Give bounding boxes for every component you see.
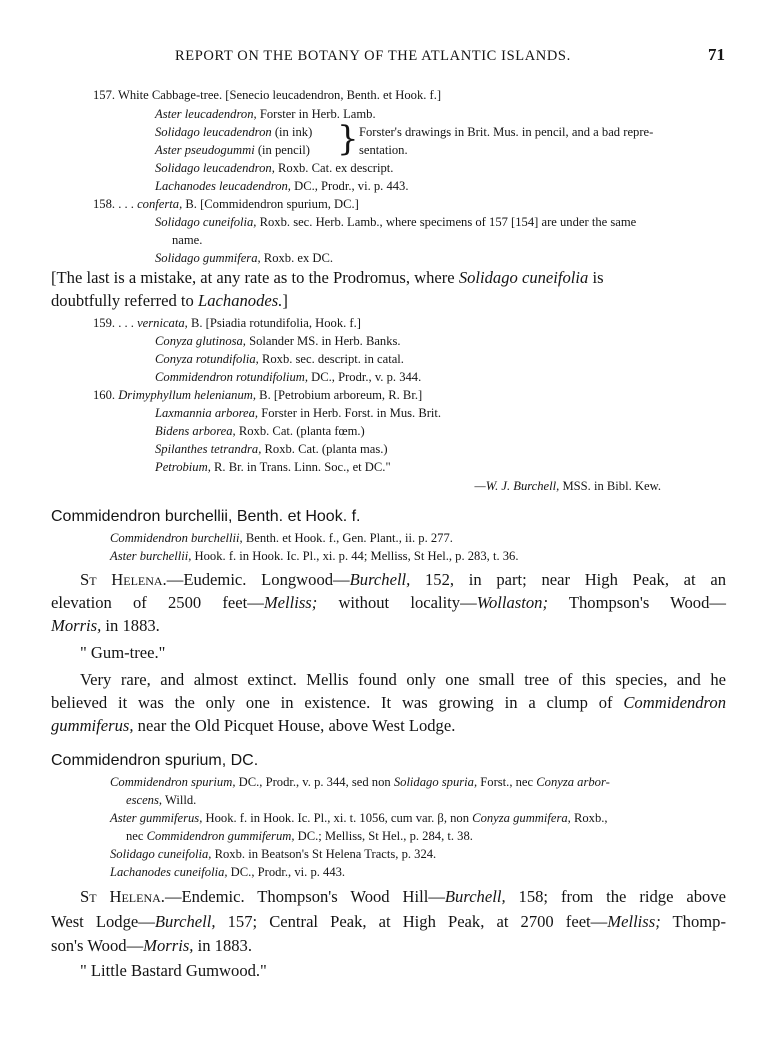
synonym-ref: Roxb., xyxy=(570,811,608,825)
synonym-line xyxy=(155,178,409,195)
distribution-line xyxy=(51,934,252,957)
synonym-line xyxy=(155,351,404,368)
synonym-name: Aster gummiferus, xyxy=(110,811,203,825)
species-heading-burchellii: Commidendron burchellii, Benth. et Hook. f. xyxy=(51,508,361,525)
text: in 1883. xyxy=(101,616,160,635)
synonym-line xyxy=(110,864,345,881)
synonym-name: Laxmannia arborea, xyxy=(155,406,259,420)
text: —Eudemic. Longwood— xyxy=(166,570,350,589)
synonym-name: Conyza glutinosa, xyxy=(155,334,246,348)
synonym-ref: Forster in Herb. Forst. in Mus. Brit. xyxy=(258,406,442,420)
text: Thomp- xyxy=(660,912,726,931)
text: elevation of 2500 feet— xyxy=(51,593,264,612)
synonym-name: Commidendron gummiferum, xyxy=(146,829,295,843)
note-text: ] xyxy=(282,291,288,310)
distribution-line xyxy=(51,910,726,933)
collector: Burchell, xyxy=(444,887,506,906)
brace-note: Forster's drawings in Brit. Mus. in pencil, and a bad repre- xyxy=(359,125,654,139)
entry-text: B. [Petrobium arboreum, R. Br.] xyxy=(256,388,423,402)
synonym-continuation xyxy=(126,792,196,809)
signature-author: —W. J. Burchell, xyxy=(474,479,560,493)
synonym-ref: DC., Prodr., v. p. 344. xyxy=(308,370,422,384)
synonym-name: escens, xyxy=(126,793,163,807)
synonym-name: Solidago gummifera, xyxy=(155,251,261,265)
synonym-ref: Roxb. Cat. (planta fœm.) xyxy=(235,424,365,438)
synonym-ref: Roxb. in Beatson's St Helena Tracts, p. 324. xyxy=(211,847,437,861)
synonym-line xyxy=(155,214,636,231)
entry-number: 159. . . . xyxy=(93,316,134,330)
remark-line: Very rare, and almost extinct. Mellis found only one small tree of this species, and he xyxy=(80,670,726,689)
text: —Endemic. Thompson's Wood Hill— xyxy=(164,887,445,906)
entry-name: conferta, xyxy=(137,197,183,211)
synonym-line xyxy=(155,250,333,267)
synonym-line xyxy=(155,459,391,476)
synonym-ref: Forster in Herb. Lamb. xyxy=(256,107,376,121)
synonym-name: Lachanodes leucadendron, xyxy=(155,179,291,193)
synonym-ref: Roxb. Cat. ex descript. xyxy=(274,161,394,175)
synonym-ref: Roxb. sec. Herb. Lamb., where specimens of 157 [154] are under the same xyxy=(256,215,637,229)
synonym-line xyxy=(155,333,401,350)
synonym-ref: Hook. f. in Hook. Ic. Pl., xi. t. 1056, cum var. β, non xyxy=(202,811,473,825)
note-taxon: Lachanodes. xyxy=(198,291,283,310)
text: 158; from the ridge above xyxy=(505,887,726,906)
synonym-name: Petrobium, xyxy=(155,460,211,474)
synonym-line xyxy=(110,810,608,827)
common-name: " Little Bastard Gumwood." xyxy=(80,961,267,980)
synonym-name: Lachanodes cuneifolia, xyxy=(110,865,228,879)
synonym-ref: DC., Prodr., vi. p. 443. xyxy=(227,865,346,879)
distribution-line xyxy=(80,885,726,908)
text: son's Wood— xyxy=(51,936,144,955)
species-heading-spurium: Commidendron spurium, DC. xyxy=(51,752,259,769)
text: 157; Central Peak, at High Peak, at 2700 feet— xyxy=(215,912,608,931)
synonym-line xyxy=(155,369,421,386)
synonym-line xyxy=(155,405,441,422)
synonym-ref: (in ink) xyxy=(271,125,313,139)
synonym-name: Conyza rotundifolia, xyxy=(155,352,259,366)
synonym-name: Commidendron rotundifolium, xyxy=(155,370,308,384)
synonym-name: Conyza arbor- xyxy=(536,775,610,789)
synonym-name: Aster leucadendron, xyxy=(155,107,257,121)
text: West Lodge— xyxy=(51,912,155,931)
synonym-continuation xyxy=(126,828,473,845)
synonym-ref: Roxb. sec. descript. in catal. xyxy=(258,352,404,366)
synonym-name: Commidendron spurium, xyxy=(110,775,236,789)
synonym-ref: Roxb. Cat. (planta mas.) xyxy=(261,442,388,456)
synonym-ref: Willd. xyxy=(162,793,197,807)
entry-name: vernicata, xyxy=(137,316,188,330)
entry-number: 158. . . . xyxy=(93,197,134,211)
entry-text: White Cabbage-tree. [Senecio leucadendron, Benth. et Hook. f.] xyxy=(117,88,442,102)
collector: Melliss; xyxy=(263,593,318,612)
entry-text: B. [Commidendron spurium, DC.] xyxy=(182,197,359,211)
synonym-continuation: name. xyxy=(172,233,203,247)
synonym-name: Aster pseudogummi xyxy=(155,143,255,157)
collector: Morris, xyxy=(51,616,102,635)
collector: Melliss; xyxy=(607,912,661,931)
synonym-ref: DC., Prodr., vi. p. 443. xyxy=(290,179,409,193)
collector: Burchell, xyxy=(154,912,216,931)
synonym-ref: Forst., nec xyxy=(477,775,537,789)
synonym-name: Solidago spuria, xyxy=(393,775,478,789)
remark-line xyxy=(51,691,726,714)
text: without locality— xyxy=(317,593,477,612)
locality-heading: St Helena. xyxy=(80,570,167,589)
text: near the Old Picquet House, above West Lodge. xyxy=(133,716,456,735)
note-taxon: Solidago cuneifolia xyxy=(458,268,589,287)
text: 152, in part; near High Peak, at an xyxy=(410,570,726,589)
synonym-ref: DC., Prodr., v. p. 344, sed non xyxy=(235,775,394,789)
synonym-line xyxy=(110,846,436,863)
note-text: is xyxy=(588,268,604,287)
entry-number: 160. xyxy=(93,388,116,402)
locality-heading: St Helena. xyxy=(80,887,165,906)
synonym-name: Spilanthes tetrandra, xyxy=(155,442,262,456)
entry-text: B. [Psiadia rotundifolia, Hook. f.] xyxy=(187,316,361,330)
taxon: gummiferus, xyxy=(51,716,134,735)
note-text: [The last is a mistake, at any rate as to the Prodromus, where xyxy=(51,268,459,287)
synonym-ref: nec xyxy=(126,829,147,843)
note-line xyxy=(51,266,604,289)
collector: Burchell, xyxy=(349,570,411,589)
entry-159-line xyxy=(93,315,361,332)
synonym-line xyxy=(110,530,453,547)
synonym-name: Solidago cuneifolia, xyxy=(155,215,257,229)
entry-number: 157. xyxy=(93,88,116,102)
synonym-name: Aster burchellii, xyxy=(110,549,192,563)
entry-157-line xyxy=(93,87,441,104)
note-text: doubtfully referred to xyxy=(51,291,198,310)
synonym-ref: Solander MS. in Herb. Banks. xyxy=(245,334,401,348)
synonym-ref: Benth. et Hook. f., Gen. Plant., ii. p. 277. xyxy=(242,531,453,545)
taxon: Commidendron xyxy=(623,693,726,712)
entry-158-line xyxy=(93,196,359,213)
synonym-name: Solidago leucadendron, xyxy=(155,161,275,175)
remark-line xyxy=(51,714,455,737)
synonym-ref: Roxb. ex DC. xyxy=(260,251,334,265)
collector: Morris, xyxy=(143,936,194,955)
synonym-line xyxy=(110,774,610,791)
entry-160-line xyxy=(93,387,422,404)
common-name: " Gum-tree." xyxy=(80,643,166,662)
synonym-ref: (in pencil) xyxy=(254,143,310,157)
synonym-ref: DC.; Melliss, St Hel., p. 284, t. 38. xyxy=(294,829,473,843)
synonym-name: Solidago cuneifolia, xyxy=(110,847,212,861)
note-line xyxy=(51,289,288,312)
signature-line xyxy=(475,478,661,495)
distribution-line xyxy=(51,614,160,637)
signature-source: MSS. in Bibl. Kew. xyxy=(559,479,661,493)
brace-note: sentation. xyxy=(359,143,408,157)
synonym-line xyxy=(155,423,365,440)
synonym-name: Conyza gummifera, xyxy=(472,811,571,825)
curly-brace: } xyxy=(337,119,359,159)
text: believed it was the only one in existence. It was growing in a clump of xyxy=(51,693,624,712)
synonym-line xyxy=(155,160,393,177)
synonym-line xyxy=(155,142,310,159)
synonym-name: Commidendron burchellii, xyxy=(110,531,243,545)
synonym-line xyxy=(110,548,518,565)
distribution-line xyxy=(80,568,726,591)
synonym-name: Solidago leucadendron xyxy=(155,125,272,139)
synonym-line xyxy=(155,124,312,141)
synonym-ref: R. Br. in Trans. Linn. Soc., et DC." xyxy=(210,460,391,474)
collector: Wollaston; xyxy=(476,593,548,612)
synonym-ref: Hook. f. in Hook. Ic. Pl., xi. p. 44; Melliss, St Hel., p. 283, t. 36. xyxy=(191,549,519,563)
text: Thompson's Wood— xyxy=(548,593,726,612)
distribution-line xyxy=(51,591,726,614)
synonym-name: Bidens arborea, xyxy=(155,424,236,438)
page-number: 71 xyxy=(708,45,725,64)
running-header: REPORT ON THE BOTANY OF THE ATLANTIC ISLANDS. xyxy=(175,48,571,64)
text: in 1883. xyxy=(193,936,252,955)
entry-name: Drimyphyllum helenianum, xyxy=(118,388,257,402)
synonym-line xyxy=(155,441,388,458)
